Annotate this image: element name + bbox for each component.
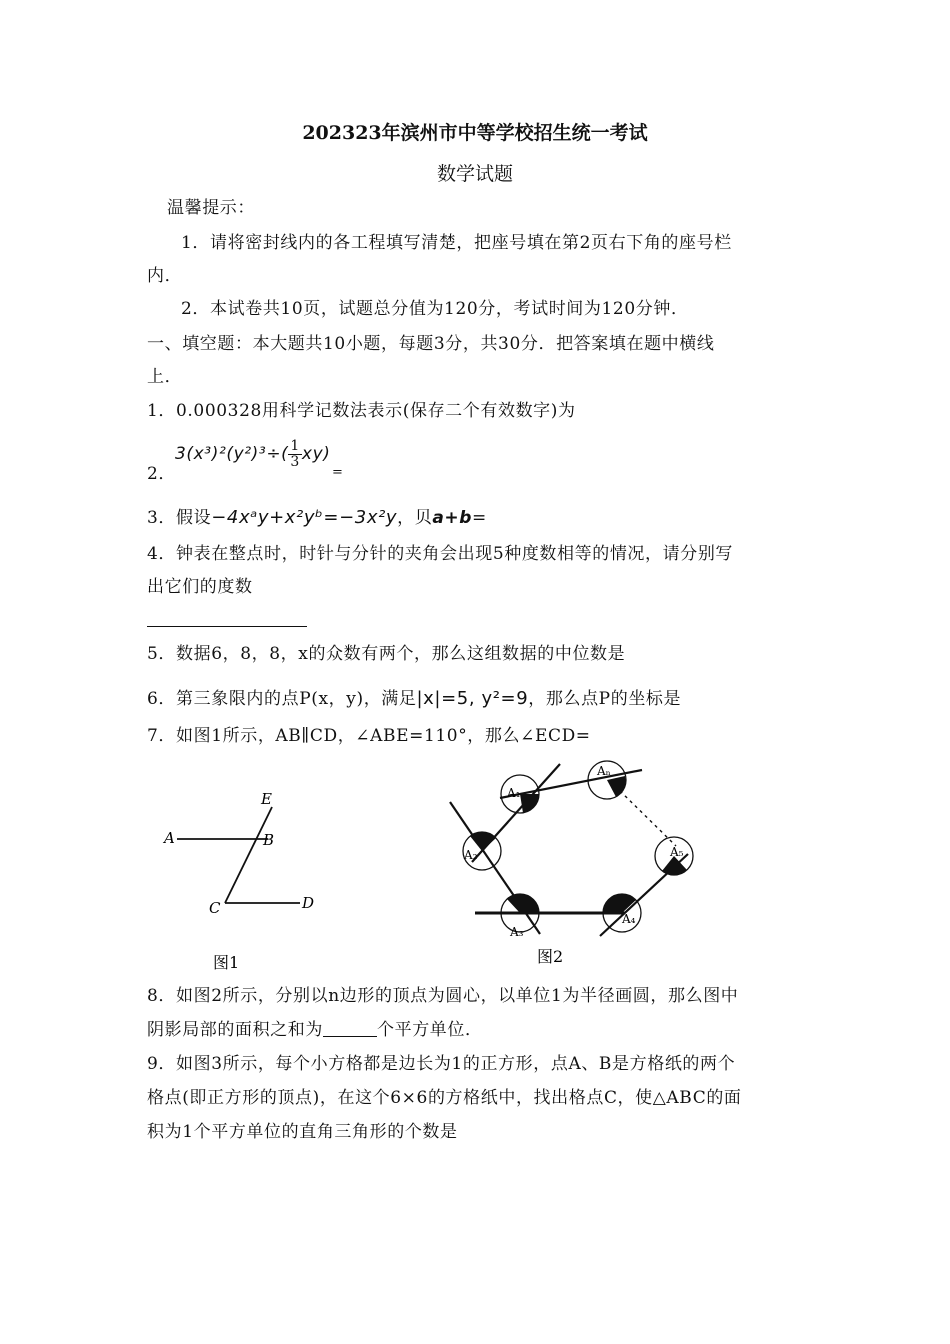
q2-expr-part-b: xy): [301, 444, 331, 464]
figure-1-caption: 图1: [213, 953, 240, 972]
tip-1-line-1: 1．请将密封线内的各工程填写清楚，把座号填在第2页右下角的座号栏: [181, 233, 732, 253]
section-1-line-2: 上．: [147, 367, 183, 387]
q2-fraction: [288, 439, 302, 470]
figure-1: [155, 785, 335, 980]
label-b: B: [263, 831, 275, 849]
exam-title: 202323年滨州市中等学校招生统一考试: [302, 122, 648, 144]
q3-expression: −4xᵃy+x²yᵇ=−3x²y: [211, 507, 398, 528]
question-7: 7．如图1所示，AB∥CD，∠ABE=110°，那么∠ECD=: [147, 726, 591, 746]
sector-a1: [520, 794, 539, 813]
sector-a4: [603, 894, 636, 913]
figure-2: [440, 758, 710, 970]
q3-a-plus-b: a+b: [432, 508, 473, 528]
q8-answer-blank[interactable]: [323, 1020, 377, 1037]
label-a2: A₂: [464, 848, 478, 862]
tip-1-line-2: 内．: [147, 266, 183, 286]
section-1-line-1: 一、填空题：本大题共10小题，每题3分，共30分．把答案填在题中横线: [147, 334, 715, 354]
label-an: Aₙ: [597, 764, 611, 778]
label-d: D: [302, 894, 315, 912]
sector-a3: [507, 894, 539, 913]
question-9-line-3: 积为1个平方单位的直角三角形的个数是: [147, 1122, 458, 1142]
question-6: [147, 689, 681, 709]
question-8-line-1: 8．如图2所示，分别以n边形的顶点为圆心，以单位1为半径画圆，那么图中: [147, 986, 739, 1006]
q3-mid: ，贝: [397, 508, 433, 528]
label-a4: A₄: [622, 912, 636, 926]
q2-expr-part-a: 3(x³)²(y²)³÷(: [175, 444, 289, 464]
question-2-number: 2．: [147, 464, 177, 484]
question-2-equals: =: [332, 465, 344, 480]
figure-2-caption: 图2: [537, 947, 564, 966]
q2-frac-num: 1: [290, 438, 300, 454]
label-c: C: [209, 899, 221, 917]
question-9-line-1: 9．如图3所示，每个小方格都是边长为1的正方形，点A、B是方格纸的两个: [147, 1054, 736, 1074]
exam-subtitle: 数学试题: [436, 163, 513, 185]
tip-2: 2．本试卷共10页，试题总分值为120分，考试时间为120分钟．: [181, 299, 689, 319]
question-2-expression: [175, 439, 330, 470]
question-8-line-2: [147, 1020, 483, 1040]
q8-text-a: 阴影局部的面积之和为: [147, 1020, 323, 1040]
label-e: E: [261, 790, 272, 808]
question-1: 1．0.000328用科学记数法表示(保存二个有效数字)为: [147, 401, 576, 421]
question-4-line-1: 4．钟表在整点时，时针与分针的夹角会出现5种度数相等的情况，请分别写: [147, 544, 734, 564]
q8-text-b: 个平方单位．: [377, 1020, 483, 1040]
question-9-line-2: 格点(即正方形的顶点)，在这个6×6的方格纸中，找出格点C，使△ABC的面: [147, 1088, 742, 1108]
q6-suffix: ，那么点P的坐标是: [528, 689, 682, 709]
label-a: A: [164, 829, 175, 847]
question-4-answer-line[interactable]: [147, 626, 307, 627]
q6-expression: |x|=5, y²=9: [416, 688, 529, 709]
label-a3: A₃: [510, 925, 524, 939]
label-a5: A₅: [670, 845, 684, 859]
question-3: [147, 508, 487, 528]
line-ec: [225, 807, 275, 903]
q6-prefix: 6．第三象限内的点P(x，y)，满足: [147, 689, 417, 709]
q3-equals: =: [472, 508, 487, 528]
question-4-line-2: 出它们的度数: [147, 577, 253, 597]
label-a1: A₁: [507, 786, 521, 800]
tips-heading: 温馨提示：: [167, 198, 255, 218]
dotted-gap: [615, 786, 676, 846]
question-5: 5．数据6，8，8，x的众数有两个，那么这组数据的中位数是: [147, 644, 626, 664]
q2-frac-den: 3: [290, 454, 300, 470]
q3-prefix: 3．假设: [147, 508, 212, 528]
sector-an: [607, 776, 626, 797]
